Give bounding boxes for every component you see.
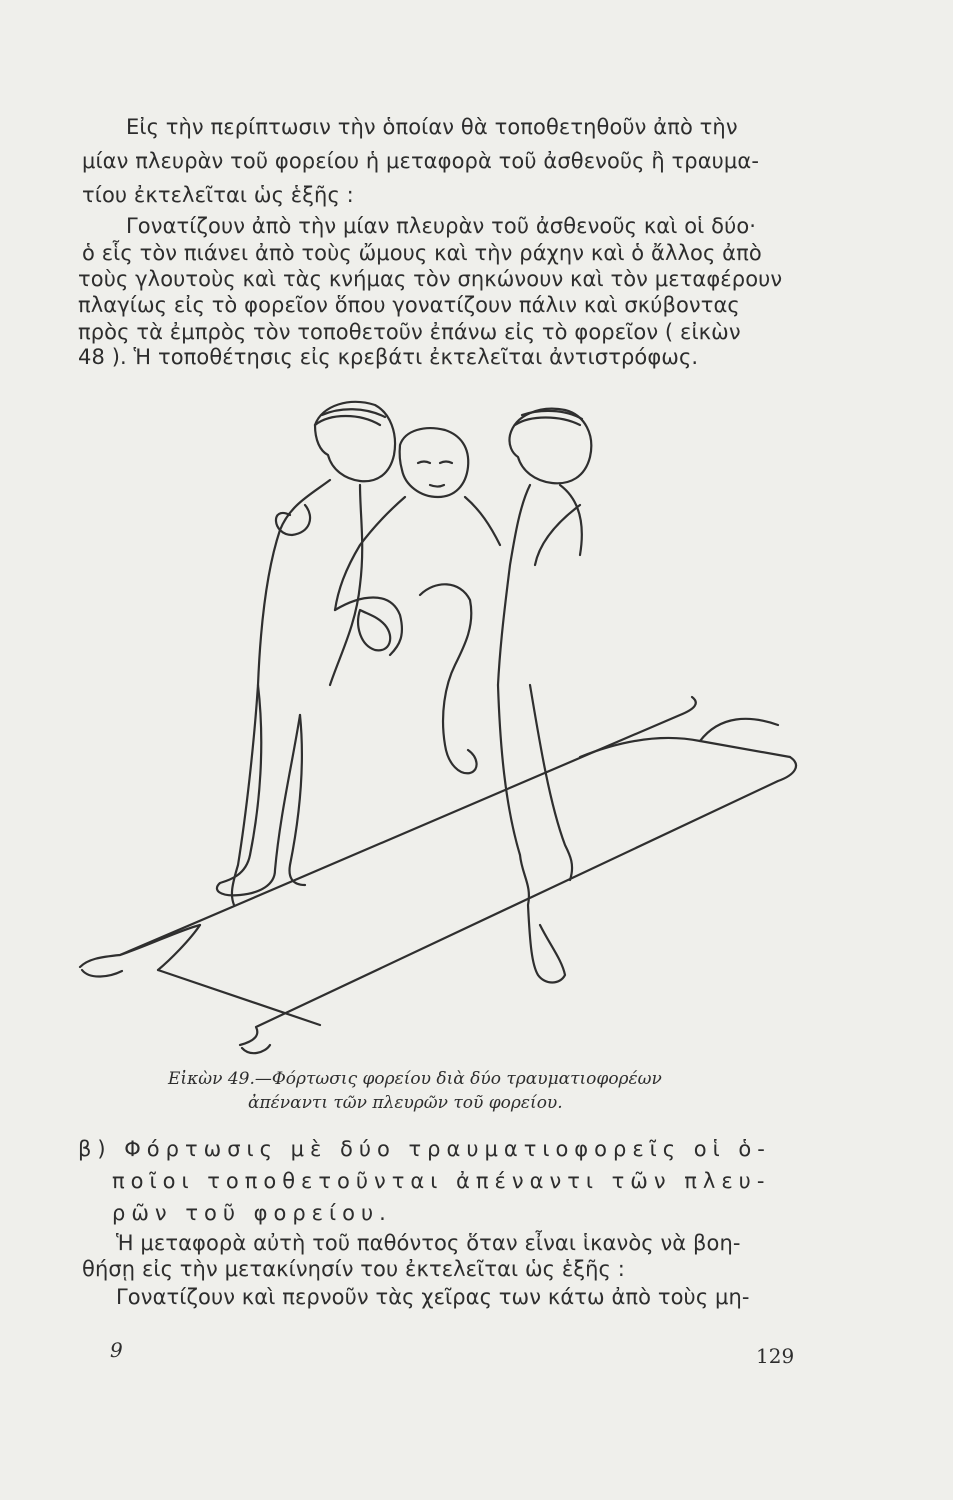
section-heading-line: β) Φόρτωσις μὲ δύο τραυματιοφορεῖς οἱ ὁ- xyxy=(78,1137,771,1161)
signature-mark: 9 xyxy=(110,1338,123,1362)
paragraph-line: 48 ). Ἡ τοποθέτησις εἰς κρεβάτι ἐκτελεῖται ἀντιστρόφως. xyxy=(78,345,699,369)
page-number: 129 xyxy=(756,1344,795,1368)
paragraph-line: μίαν πλευρὰν τοῦ φορείου ἡ μεταφορὰ τοῦ ἀσθενοῦς ἢ τραυμα- xyxy=(82,149,760,173)
stretcher-canvas xyxy=(700,719,778,741)
right-bearer-head xyxy=(509,409,591,484)
right-bearer-leg xyxy=(530,685,572,880)
stretcher-canvas xyxy=(158,970,320,1025)
figure-caption-line-2: ἀπέναντι τῶν πλευρῶν τοῦ φορείου. xyxy=(248,1093,563,1113)
casualty-hand xyxy=(358,610,390,650)
left-bearer-leg xyxy=(217,685,300,895)
figure-caption-line-1: Εἰκὼν 49.—Φόρτωσις φορείου διὰ δύο τραυματιοφορέων xyxy=(168,1069,662,1089)
left-bearer-leg xyxy=(290,715,305,885)
paragraph-line: Ἡ μεταφορὰ αὐτὴ τοῦ παθόντος ὅταν εἶναι ἱκανὸς νὰ βοη- xyxy=(116,1231,741,1255)
paragraph-line: ὁ εἷς τὸν πιάνει ἀπὸ τοὺς ὤμους καὶ τὴν ράχην καὶ ὁ ἄλλος ἀπὸ xyxy=(82,241,762,265)
stretcher-pole xyxy=(80,697,696,967)
right-bearer-arm xyxy=(535,505,580,565)
section-heading-line: ποῖοι τοποθετοῦνται ἀπέναντι τῶν πλευ- xyxy=(112,1169,771,1193)
stretcher-canvas xyxy=(580,738,790,757)
stretcher-loading-illustration xyxy=(60,385,820,1075)
paragraph-line: πλαγίως εἰς τὸ φορεῖον ὅπου γονατίζουν πάλιν καὶ σκύβοντας xyxy=(78,293,740,317)
right-bearer-leg xyxy=(498,685,565,983)
paragraph-line: Εἰς τὴν περίπτωσιν τὴν ὁποίαν θὰ τοποθετηθοῦν ἀπὸ τὴν xyxy=(126,115,738,139)
paragraph-line: Γονατίζουν ἀπὸ τὴν μίαν πλευρὰν τοῦ ἀσθενοῦς καὶ οἱ δύο· xyxy=(126,214,757,238)
stretcher-pole xyxy=(240,757,796,1045)
paragraph-line: τίου ἐκτελεῖται ὡς ἑξῆς : xyxy=(82,183,354,207)
left-bearer-body xyxy=(330,485,362,685)
left-bearer-body xyxy=(232,480,330,905)
stretcher-pole xyxy=(242,1045,270,1053)
paragraph-line: πρὸς τὰ ἐμπρὸς τὸν τοποθετοῦν ἐπάνω εἰς τὸ φορεῖον ( εἰκὼν xyxy=(78,320,741,344)
casualty-leg xyxy=(420,584,477,773)
paragraph-line: θήσῃ εἰς τὴν μετακίνησίν του ἐκτελεῖται ὡς ἑξῆς : xyxy=(82,1257,625,1281)
paragraph-line: τοὺς γλουτοὺς καὶ τὰς κνήμας τὸν σηκώνουν καὶ τὸν μεταφέρουν xyxy=(78,267,783,291)
stretcher-pole xyxy=(82,970,122,977)
casualty-face xyxy=(418,462,452,487)
paragraph-line: Γονατίζουν καὶ περνοῦν τὰς χεῖρας των κάτω ἀπὸ τοὺς μη- xyxy=(116,1285,750,1309)
section-heading-line: ρῶν τοῦ φορείου. xyxy=(112,1201,392,1225)
